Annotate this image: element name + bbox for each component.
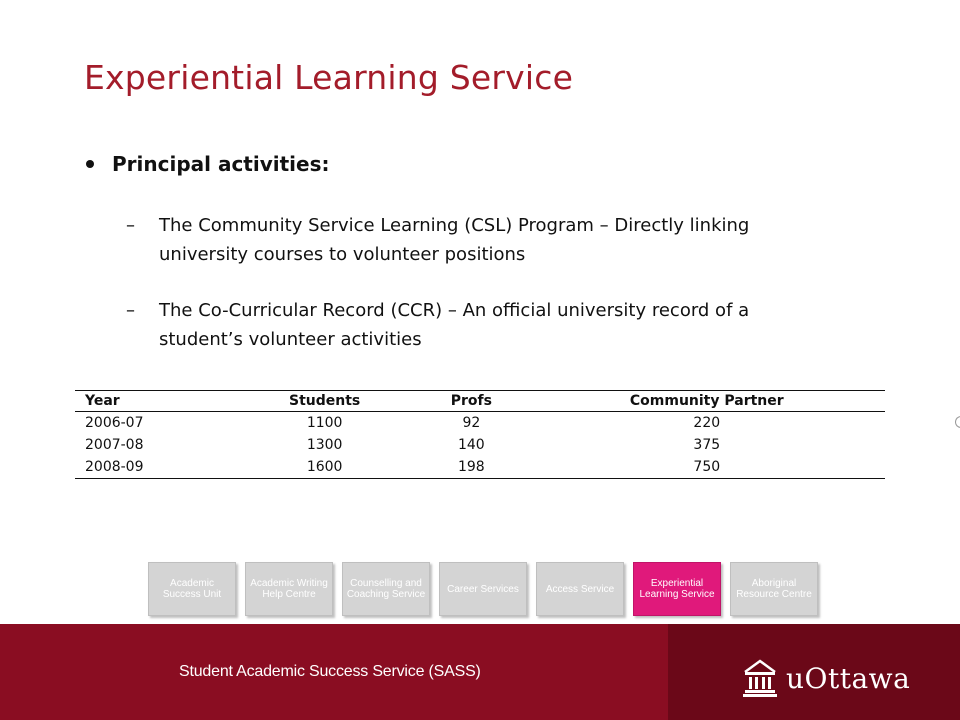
bullet-principal-activities [86, 152, 330, 176]
footer-sass-label: Student Academic Success Service (SASS) [179, 663, 481, 680]
cell-community-partner: 220 [693, 415, 721, 431]
nav-button-access-service[interactable] [536, 562, 624, 616]
bullet-label: Principal activities: [112, 152, 330, 176]
nav-button-academic-writing-help-centre[interactable] [245, 562, 333, 616]
nav-button-label: Access Service [545, 583, 615, 595]
header-community-partner: Community Partner [529, 391, 885, 412]
nav-button-label: Experiential Learning Service [639, 578, 715, 600]
cell-students: 1100 [306, 415, 343, 431]
nav-button-experiential-learning-service[interactable] [633, 562, 721, 616]
sub-item-ccr [126, 296, 826, 354]
sub-item-csl [126, 211, 826, 269]
cell-year: 2007-08 [85, 437, 144, 453]
nav-button-academic-success-unit[interactable] [148, 562, 236, 616]
header-students: Students [235, 391, 414, 412]
sub-item-text: The Community Service Learning (CSL) Program – Directly linking university courses to volunteer positions [159, 215, 750, 265]
cell-students: 1300 [306, 437, 343, 453]
table-row [75, 412, 885, 435]
nav-button-career-services[interactable] [439, 562, 527, 616]
dash-marker: – [126, 300, 135, 321]
uottawa-wordmark: uOttawa [786, 661, 911, 695]
table-row [75, 434, 885, 456]
table-row [75, 456, 885, 479]
footer-logo-panel [668, 624, 960, 720]
footer-bar [0, 624, 960, 720]
cell-profs: 140 [457, 437, 485, 453]
dash-marker: – [126, 215, 135, 236]
nav-button-counselling-and-coaching[interactable] [342, 562, 430, 616]
sub-item-text: The Co-Curricular Record (CCR) – An official university record of a student’s volunteer activities [159, 300, 750, 350]
nav-button-label: Counselling and Coaching Service [346, 578, 426, 600]
cell-profs: 198 [414, 456, 528, 479]
nav-button-label: Aboriginal Resource Centre [736, 578, 812, 600]
cell-community-partner: 750 [529, 456, 885, 479]
nav-button-label: Academic Success Unit [162, 578, 222, 600]
nav-button-label: Academic Writing Help Centre [250, 578, 328, 600]
edge-bracket-mark [955, 416, 960, 428]
cell-students: 1600 [235, 456, 414, 479]
cell-year: 2008-09 [75, 456, 235, 479]
header-profs: Profs [414, 391, 528, 412]
header-year: Year [75, 391, 235, 412]
slide-title: Experiential Learning Service [84, 58, 574, 97]
table-header-row [75, 391, 885, 412]
cell-profs: 92 [462, 415, 481, 431]
nav-button-label: Career Services [447, 583, 519, 595]
statistics-table [75, 390, 885, 479]
bullet-dot [86, 160, 94, 168]
uottawa-logo[interactable] [742, 658, 910, 698]
university-building-icon [742, 658, 778, 698]
cell-community-partner: 375 [693, 437, 721, 453]
cell-year: 2006-07 [85, 415, 144, 431]
nav-button-aboriginal-resource-centre[interactable] [730, 562, 818, 616]
